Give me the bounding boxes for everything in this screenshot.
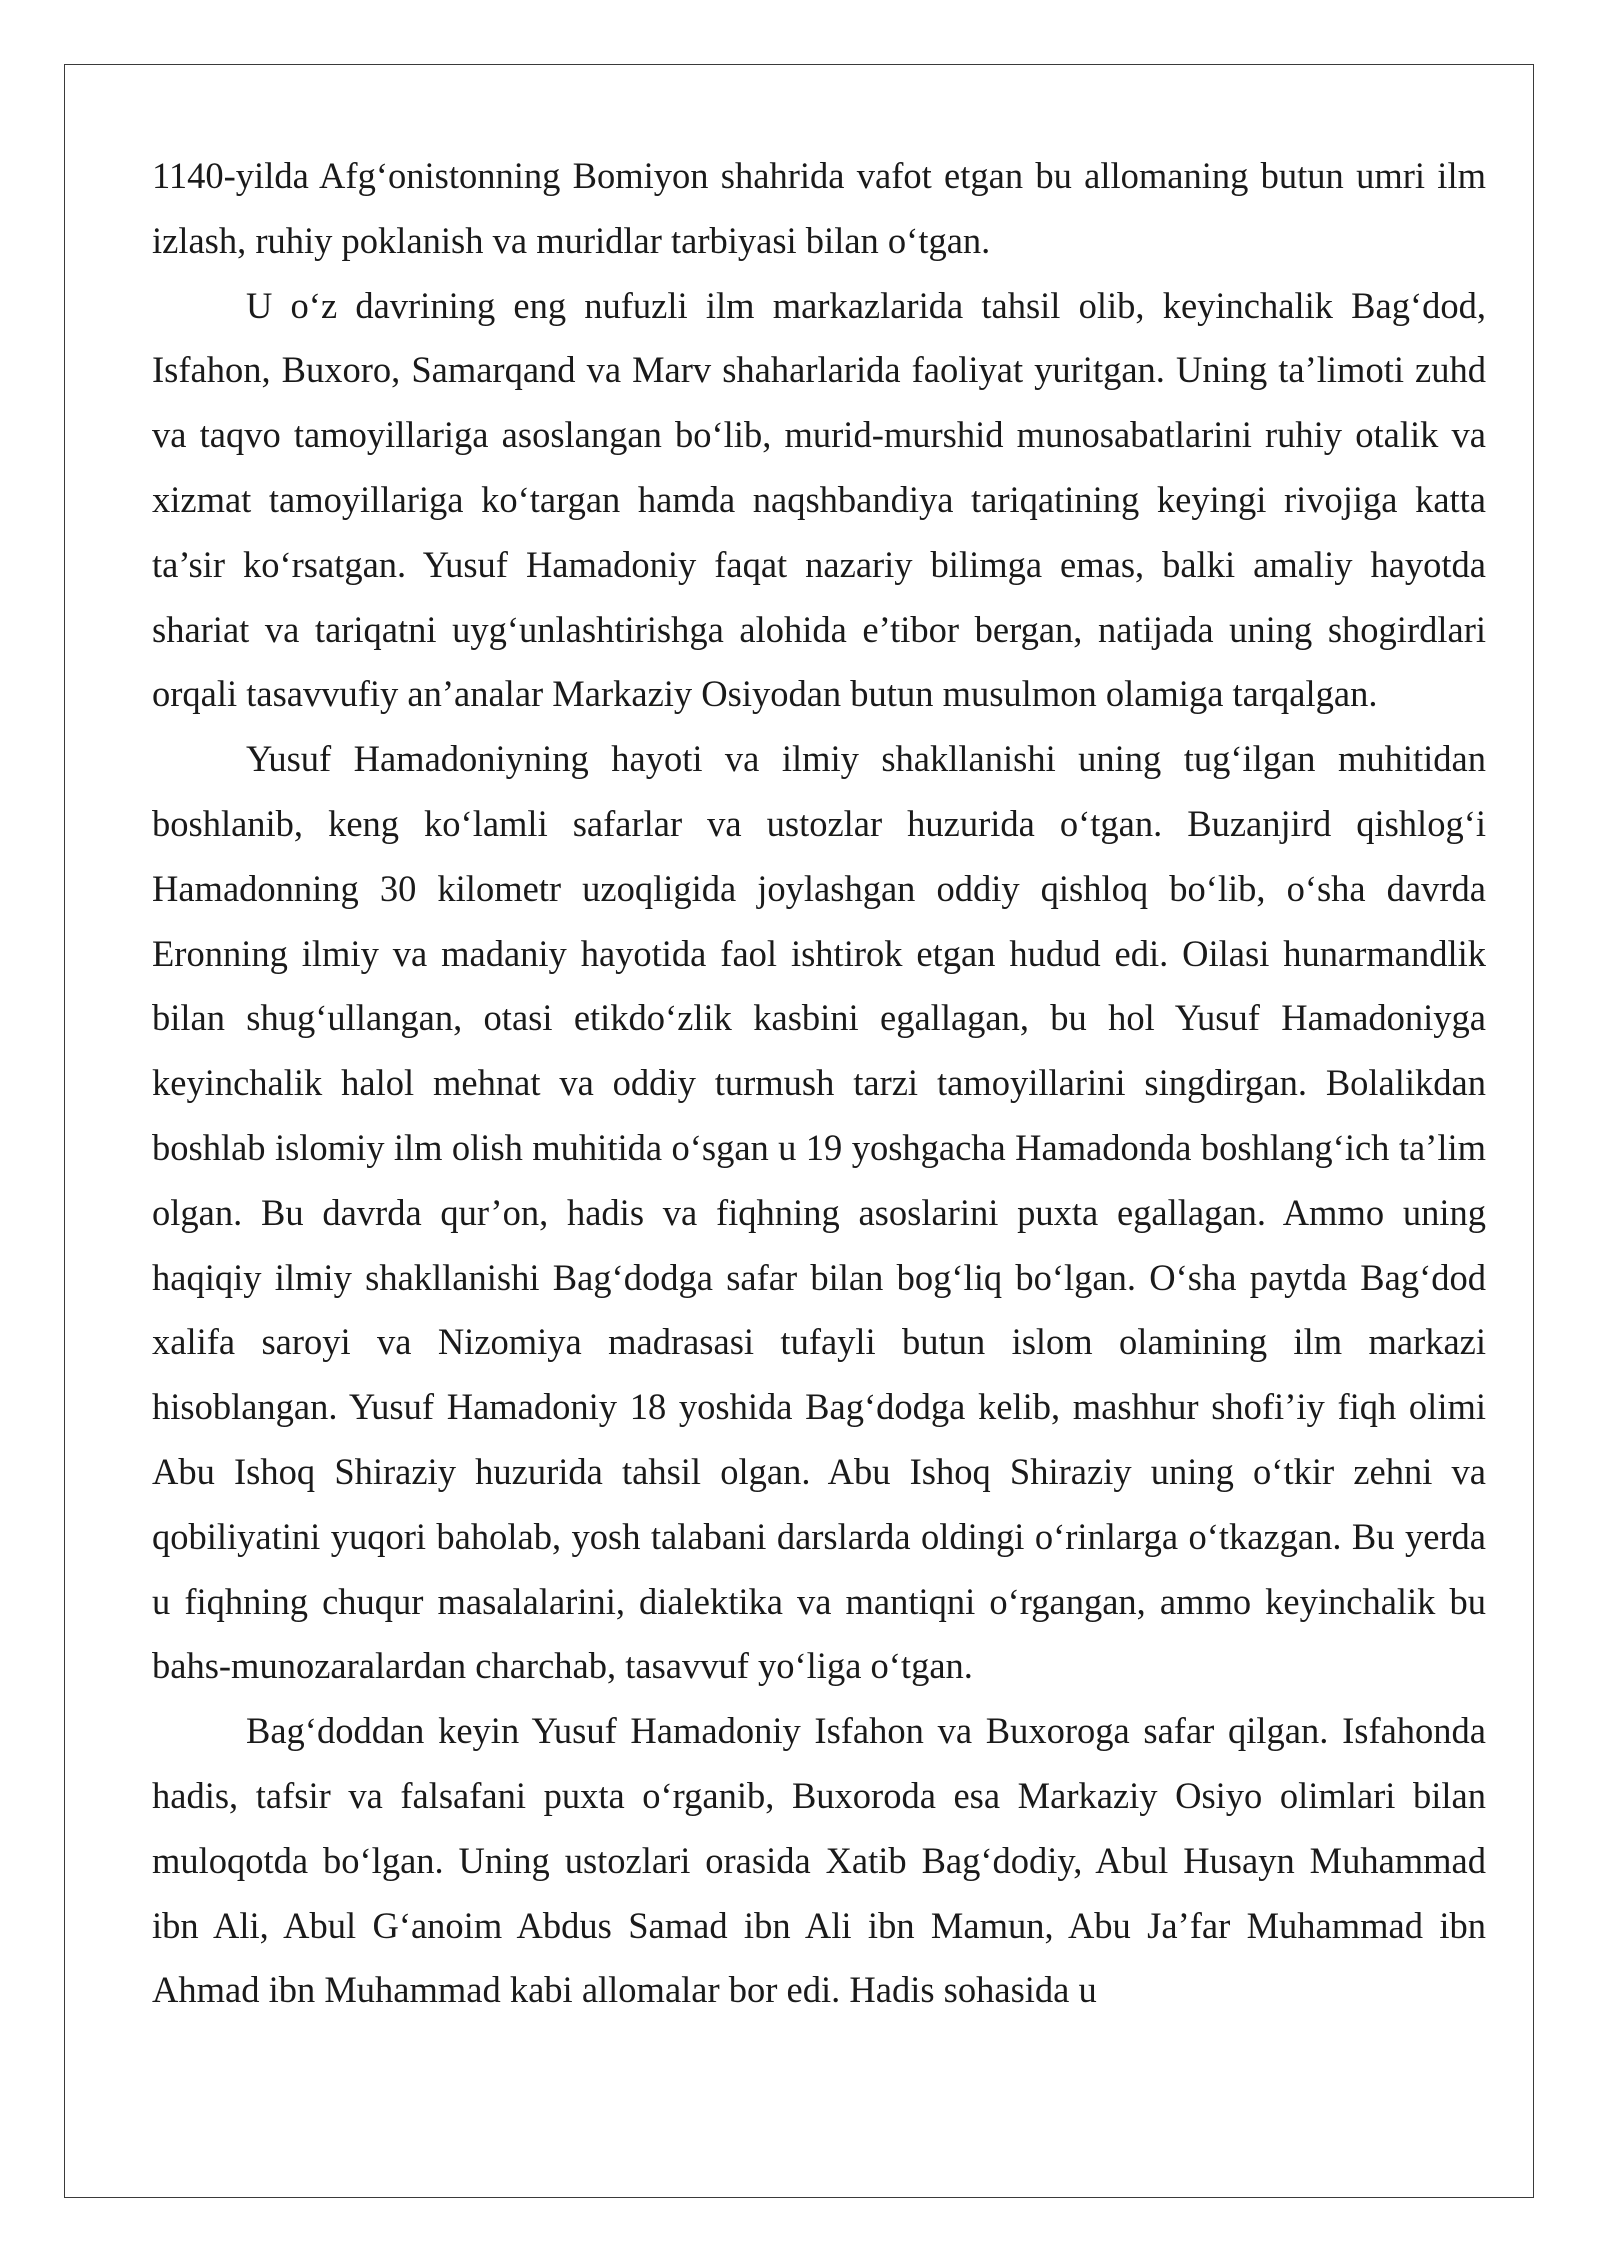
document-body [152, 144, 1486, 2023]
paragraph-1: 1140-yilda Afg‘onistonning Bomiyon shahrida vafot etgan bu allomaning butun umri ilm izlash, ruhiy poklanish va muridlar tarbiyasi bilan o‘tgan. [152, 155, 1486, 261]
paragraph-3: Yusuf Hamadoniyning hayoti va ilmiy shakllanishi uning tug‘ilgan muhitidan boshlanib, keng ko‘lamli safarlar va ustozlar huzurida o‘tgan. Buzanjird qishlog‘i Hamadonning 30 kilometr uzoqligida joylashgan oddiy qishloq bo‘lib, o‘sha davrda Eronning ilmiy va madaniy hayotida faol ishtirok etgan hudud edi. Oilasi hunarmandlik bilan shug‘ullangan, otasi etikdo‘zlik kasbini egallagan, bu hol Yusuf Hamadoniyga keyinchalik halol mehnat va oddiy turmush tarzi tamoyillarini singdirgan. Bolalikdan boshlab islomiy ilm olish muhitida o‘sgan u 19 yoshgacha Hamadonda boshlang‘ich ta’lim olgan. Bu davrda qur’on, hadis va fiqhning asoslarini puxta egallagan. Ammo uning haqiqiy ilmiy shakllanishi Bag‘dodga safar bilan bog‘liq bo‘lgan. O‘sha paytda Bag‘dod xalifa saroyi va Nizomiya madrasasi tufayli butun islom olamining ilm markazi hisoblangan. Yusuf Hamadoniy 18 yoshida Bag‘dodga kelib, mashhur shofi’iy fiqh olimi Abu Ishoq Shiraziy huzurida tahsil olgan. Abu Ishoq Shiraziy uning o‘tkir zehni va qobiliyatini yuqori baholab, yosh talabani darslarda oldingi o‘rinlarga o‘tkazgan. Bu yerda u fiqhning chuqur masalalarini, dialektika va mantiqni o‘rgangan, ammo keyinchalik bu bahs-munozaralardan charchab, tasavvuf yo‘liga o‘tgan. [152, 738, 1486, 1687]
paragraph-2: U o‘z davrining eng nufuzli ilm markazlarida tahsil olib, keyinchalik Bag‘dod, Isfahon, Buxoro, Samarqand va Marv shaharlarida faoliyat yuritgan. Uning ta’limoti zuhd va taqvo tamoyillariga asoslangan bo‘lib, murid-murshid munosabatlarini ruhiy otalik va xizmat tamoyillariga ko‘targan hamda naqshbandiya tariqatining keyingi rivojiga katta ta’sir ko‘rsatgan. Yusuf Hamadoniy faqat nazariy bilimga emas, balki amaliy hayotda shariat va tariqatni uyg‘unlashtirishga alohida e’tibor bergan, natijada uning shogirdlari orqali tasavvufiy an’analar Markaziy Osiyodan butun musulmon olamiga tarqalgan. [152, 284, 1486, 715]
paragraph-4: Bag‘doddan keyin Yusuf Hamadoniy Isfahon va Buxoroga safar qilgan. Isfahonda hadis, tafsir va falsafani puxta o‘rganib, Buxoroda esa Markaziy Osiyo olimlari bilan muloqotda bo‘lgan. Uning ustozlari orasida Xatib Bag‘dodiy, Abul Husayn Muhammad ibn Ali, Abul G‘anoim Abdus Samad ibn Ali ibn Mamun, Abu Ja’far Muhammad ibn Ahmad ibn Muhammad kabi allomalar bor edi. Hadis sohasida u [152, 1710, 1486, 2011]
